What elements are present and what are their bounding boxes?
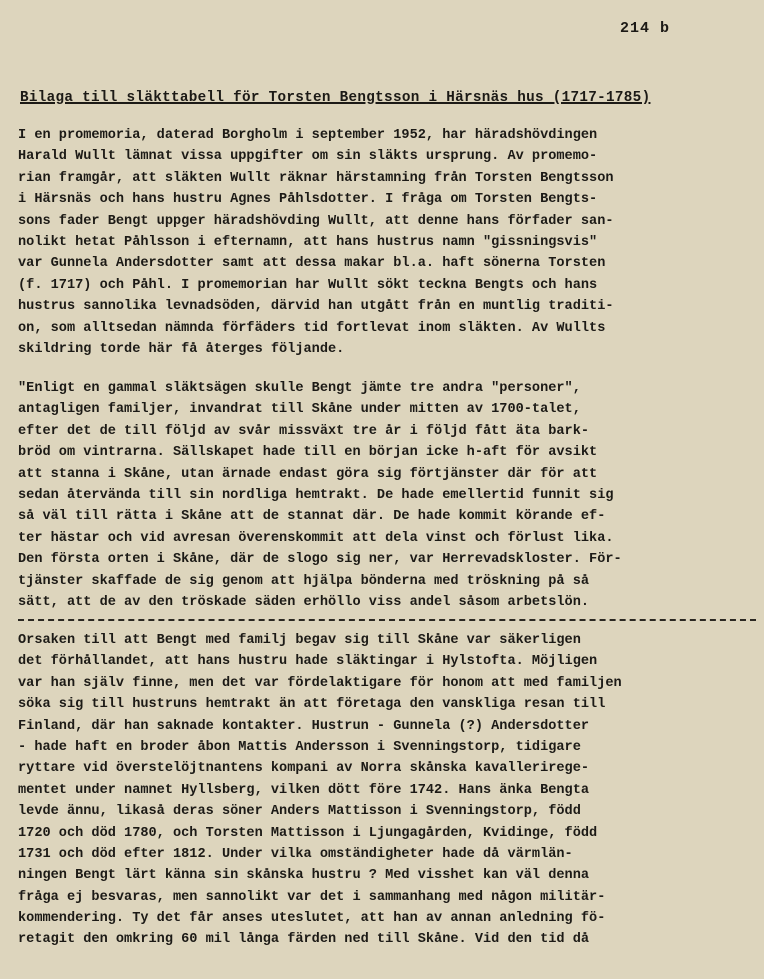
text-line: Harald Wullt lämnat vissa uppgifter om sin släkts ursprung. Av promemo- xyxy=(18,149,598,165)
text-line: skildring torde här få återges följande. xyxy=(18,341,345,357)
text-line: "Enligt en gammal släktsägen skulle Bengt jämte tre andra "personer", xyxy=(18,381,581,396)
text-line: - hade haft en broder åbon Mattis Andersson i Svenningstorp, tidigare xyxy=(18,739,581,755)
text-line: hustrus sannolika levnadsöden, därvid han utgått från en muntlig traditi- xyxy=(18,299,614,315)
text-line: 1720 och död 1780, och Torsten Mattisson i Ljungagården, Kvidinge, född xyxy=(18,825,598,841)
text-line: kommendering. Ty det får anses uteslutet, att han av annan anledning fö- xyxy=(18,911,606,927)
text-line: Den första orten i Skåne, där de slogo sig ner, var Herrevadskloster. För- xyxy=(18,552,622,568)
paragraph-1 xyxy=(18,125,760,360)
text-line: i Härsnäs och hans hustru Agnes Påhlsdotter. I fråga om Torsten Bengts- xyxy=(18,192,598,208)
text-line: så väl till rätta i Skåne att de stannat där. De hade kommit körande ef- xyxy=(18,509,606,525)
text-line: Orsaken till att Bengt med familj begav sig till Skåne var säkerligen xyxy=(18,633,581,648)
text-line: antagligen familjer, invandrat till Skåne under mitten av 1700-talet, xyxy=(18,402,581,418)
paragraph-3 xyxy=(18,630,760,951)
text-line: ryttare vid överstelöjtnantens kompani av Norra skånska kavalleriregе- xyxy=(18,761,590,777)
text-line: var han själv finne, men det var fördelaktigare för honom att med familjen xyxy=(18,675,622,691)
text-line: ter hästar och vid avresan överenskommit att dela vinst och förlust lika. xyxy=(18,530,614,546)
text-line: att stanna i Skåne, utan ärnade endast göra sig förtjänster där för att xyxy=(18,466,598,482)
paragraph-2-quote xyxy=(18,378,760,613)
text-line: bröd om vintrarna. Sällskapet hade till en början icke h-aft för avsikt xyxy=(18,445,598,461)
text-line: nolikt hetat Påhlsson i efternamn, att hans hustrus namn "gissningsvis" xyxy=(18,234,598,250)
document-heading: Bilaga till släkttabell för Torsten Bengtsson i Härsnäs hus (1717-1785) xyxy=(20,90,651,106)
text-line: on, som alltsedan nämnda förfäders tid fortlevat inom släkten. Av Wullts xyxy=(18,320,606,336)
text-line: det förhållandet, att hans hustru hade släktingar i Hylstofta. Möjligen xyxy=(18,654,598,670)
text-line: 1731 och död efter 1812. Under vilka omständigheter hade då värmlän- xyxy=(18,846,573,862)
text-line: efter det de till följd av svår missväxt tre år i följd fått äta bark- xyxy=(18,423,590,439)
text-line: retagit den omkring 60 mil långa färden ned till Skåne. Vid den tid då xyxy=(18,932,590,948)
text-line: fråga ej besvaras, men sannolikt var det i sammanhang med någon militär- xyxy=(18,889,606,905)
text-line: sedan återvända till sin nordliga hemtrakt. De hade emellertid funnit sig xyxy=(18,487,614,503)
text-line: rian framgår, att släkten Wullt räknar härstamning från Torsten Bengtsson xyxy=(18,170,614,186)
text-line: söka sig till hustruns hemtrakt än att företaga den vanskliga resan till xyxy=(18,697,606,713)
text-line: mentet under namnet Hyllsberg, vilken dött före 1742. Hans änka Bengta xyxy=(18,782,590,798)
page-number: 214 b xyxy=(620,20,671,37)
text-line: ningen Bengt lärt känna sin skånska hustru ? Med visshet kan väl denna xyxy=(18,868,590,884)
text-line: sätt, att de av den tröskade säden erhöllo viss andel såsom arbetslön. xyxy=(18,594,590,610)
dashed-divider xyxy=(18,619,756,621)
text-line: (f. 1717) och Påhl. I promemorian har Wullt sökt teckna Bengts och hans xyxy=(18,277,598,293)
text-line: levde ännu, likaså deras söner Anders Mattisson i Svenningstorp, född xyxy=(18,804,581,820)
text-line: Finland, där han saknade kontakter. Hustrun - Gunnela (?) Andersdotter xyxy=(18,718,590,734)
text-line: I en promemoria, daterad Borgholm i september 1952, har häradshövdingen xyxy=(18,128,598,143)
text-line: tjänster skaffade de sig genom att hjälpa bönderna med tröskning på så xyxy=(18,573,590,589)
text-line: sons fader Bengt uppger häradshövding Wullt, att denne hans förfader san- xyxy=(18,213,614,229)
text-line: var Gunnela Andersdotter samt att dessa makar bl.a. haft sönerna Torsten xyxy=(18,256,606,272)
